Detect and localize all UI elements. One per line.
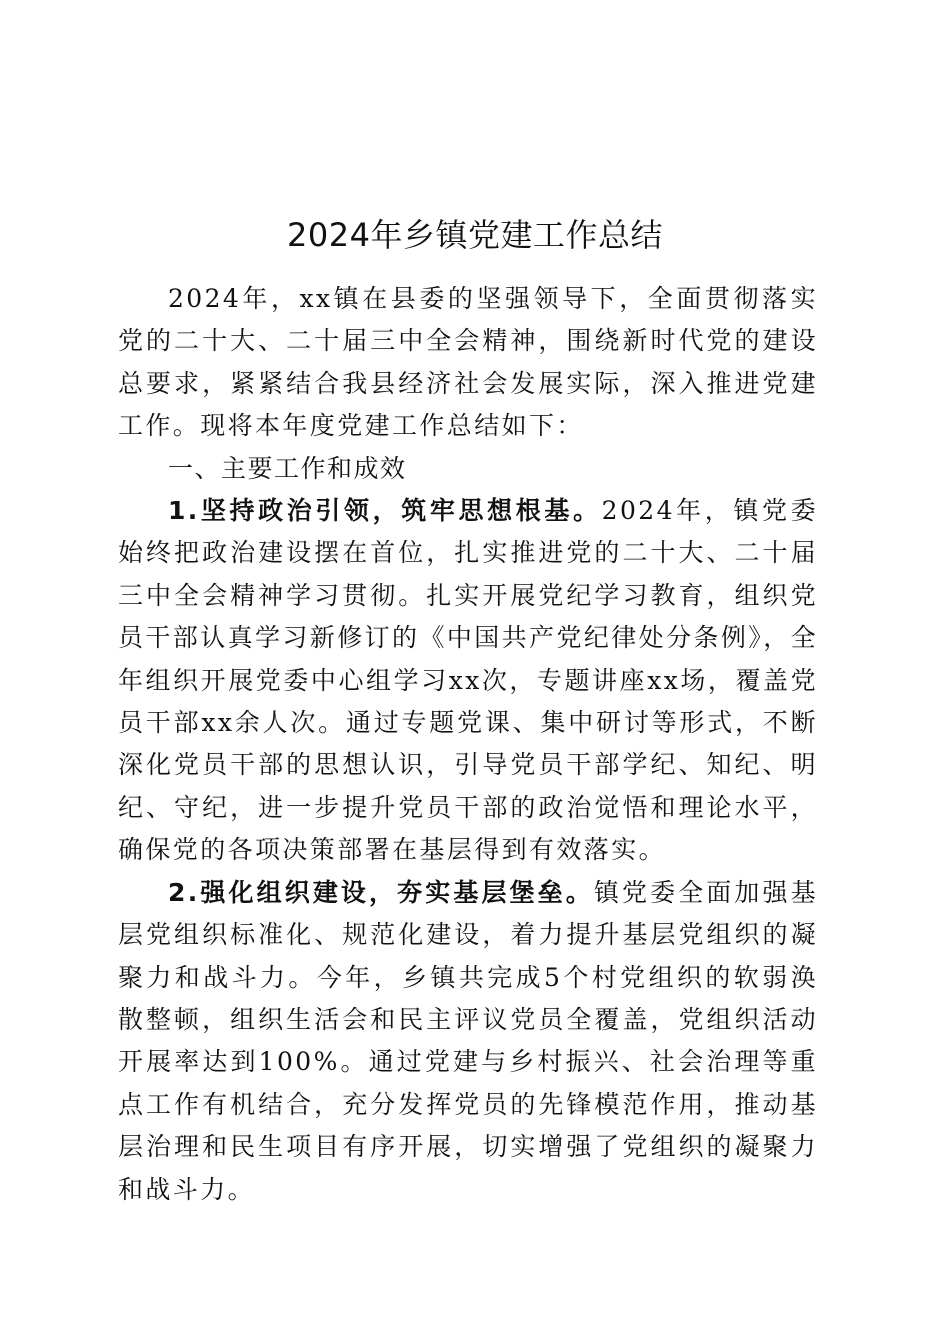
document-body — [118, 278, 818, 1211]
intro-paragraph: 2024年，xx镇在县委的坚强领导下，全面贯彻落实党的二十大、二十届三中全会精神，围绕新时代党的建设总要求，紧紧结合我县经济社会发展实际，深入推进党建工作。现将本年度党建工作总结如下： — [118, 284, 818, 441]
item-paragraph-organization-building — [118, 872, 818, 1211]
section-heading-main-work: 一、主要工作和成效 — [168, 453, 407, 483]
item-paragraph-political-leadership — [118, 490, 818, 872]
item-lead-organization-building: 2.强化组织建设，夯实基层堡垒。 — [168, 877, 594, 907]
item-text-political-leadership: 2024年，镇党委始终把政治建设摆在首位，扎实推进党的二十大、二十届三中全会精神学习贯彻。扎实开展党纪学习教育，组织党员干部认真学习新修订的《中国共产党纪律处分条例》，全年组织开展党委中心组学习xx次，专题讲座xx场，覆盖党员干部xx余人次。通过专题党课、集中研讨等形式，不断深化党员干部的思想认识，引导党员干部学纪、知纪、明纪、守纪，进一步提升党员干部的政治觉悟和理论水平，确保党的各项决策部署在基层得到有效落实。 — [118, 496, 818, 865]
document-title: 2024年乡镇党建工作总结 — [287, 216, 663, 254]
item-text-organization-building: 镇党委全面加强基层党组织标准化、规范化建设，着力提升基层党组织的凝聚力和战斗力。今年，乡镇共完成5个村党组织的软弱涣散整顿，组织生活会和民主评议党员全覆盖，党组织活动开展率达到100%。通过党建与乡村振兴、社会治理等重点工作有机结合，充分发挥党员的先锋模范作用，推动基层治理和民生项目有序开展，切实增强了党组织的凝聚力和战斗力。 — [118, 877, 819, 1204]
item-lead-political-leadership: 1.坚持政治引领，筑牢思想根基。 — [168, 496, 602, 526]
